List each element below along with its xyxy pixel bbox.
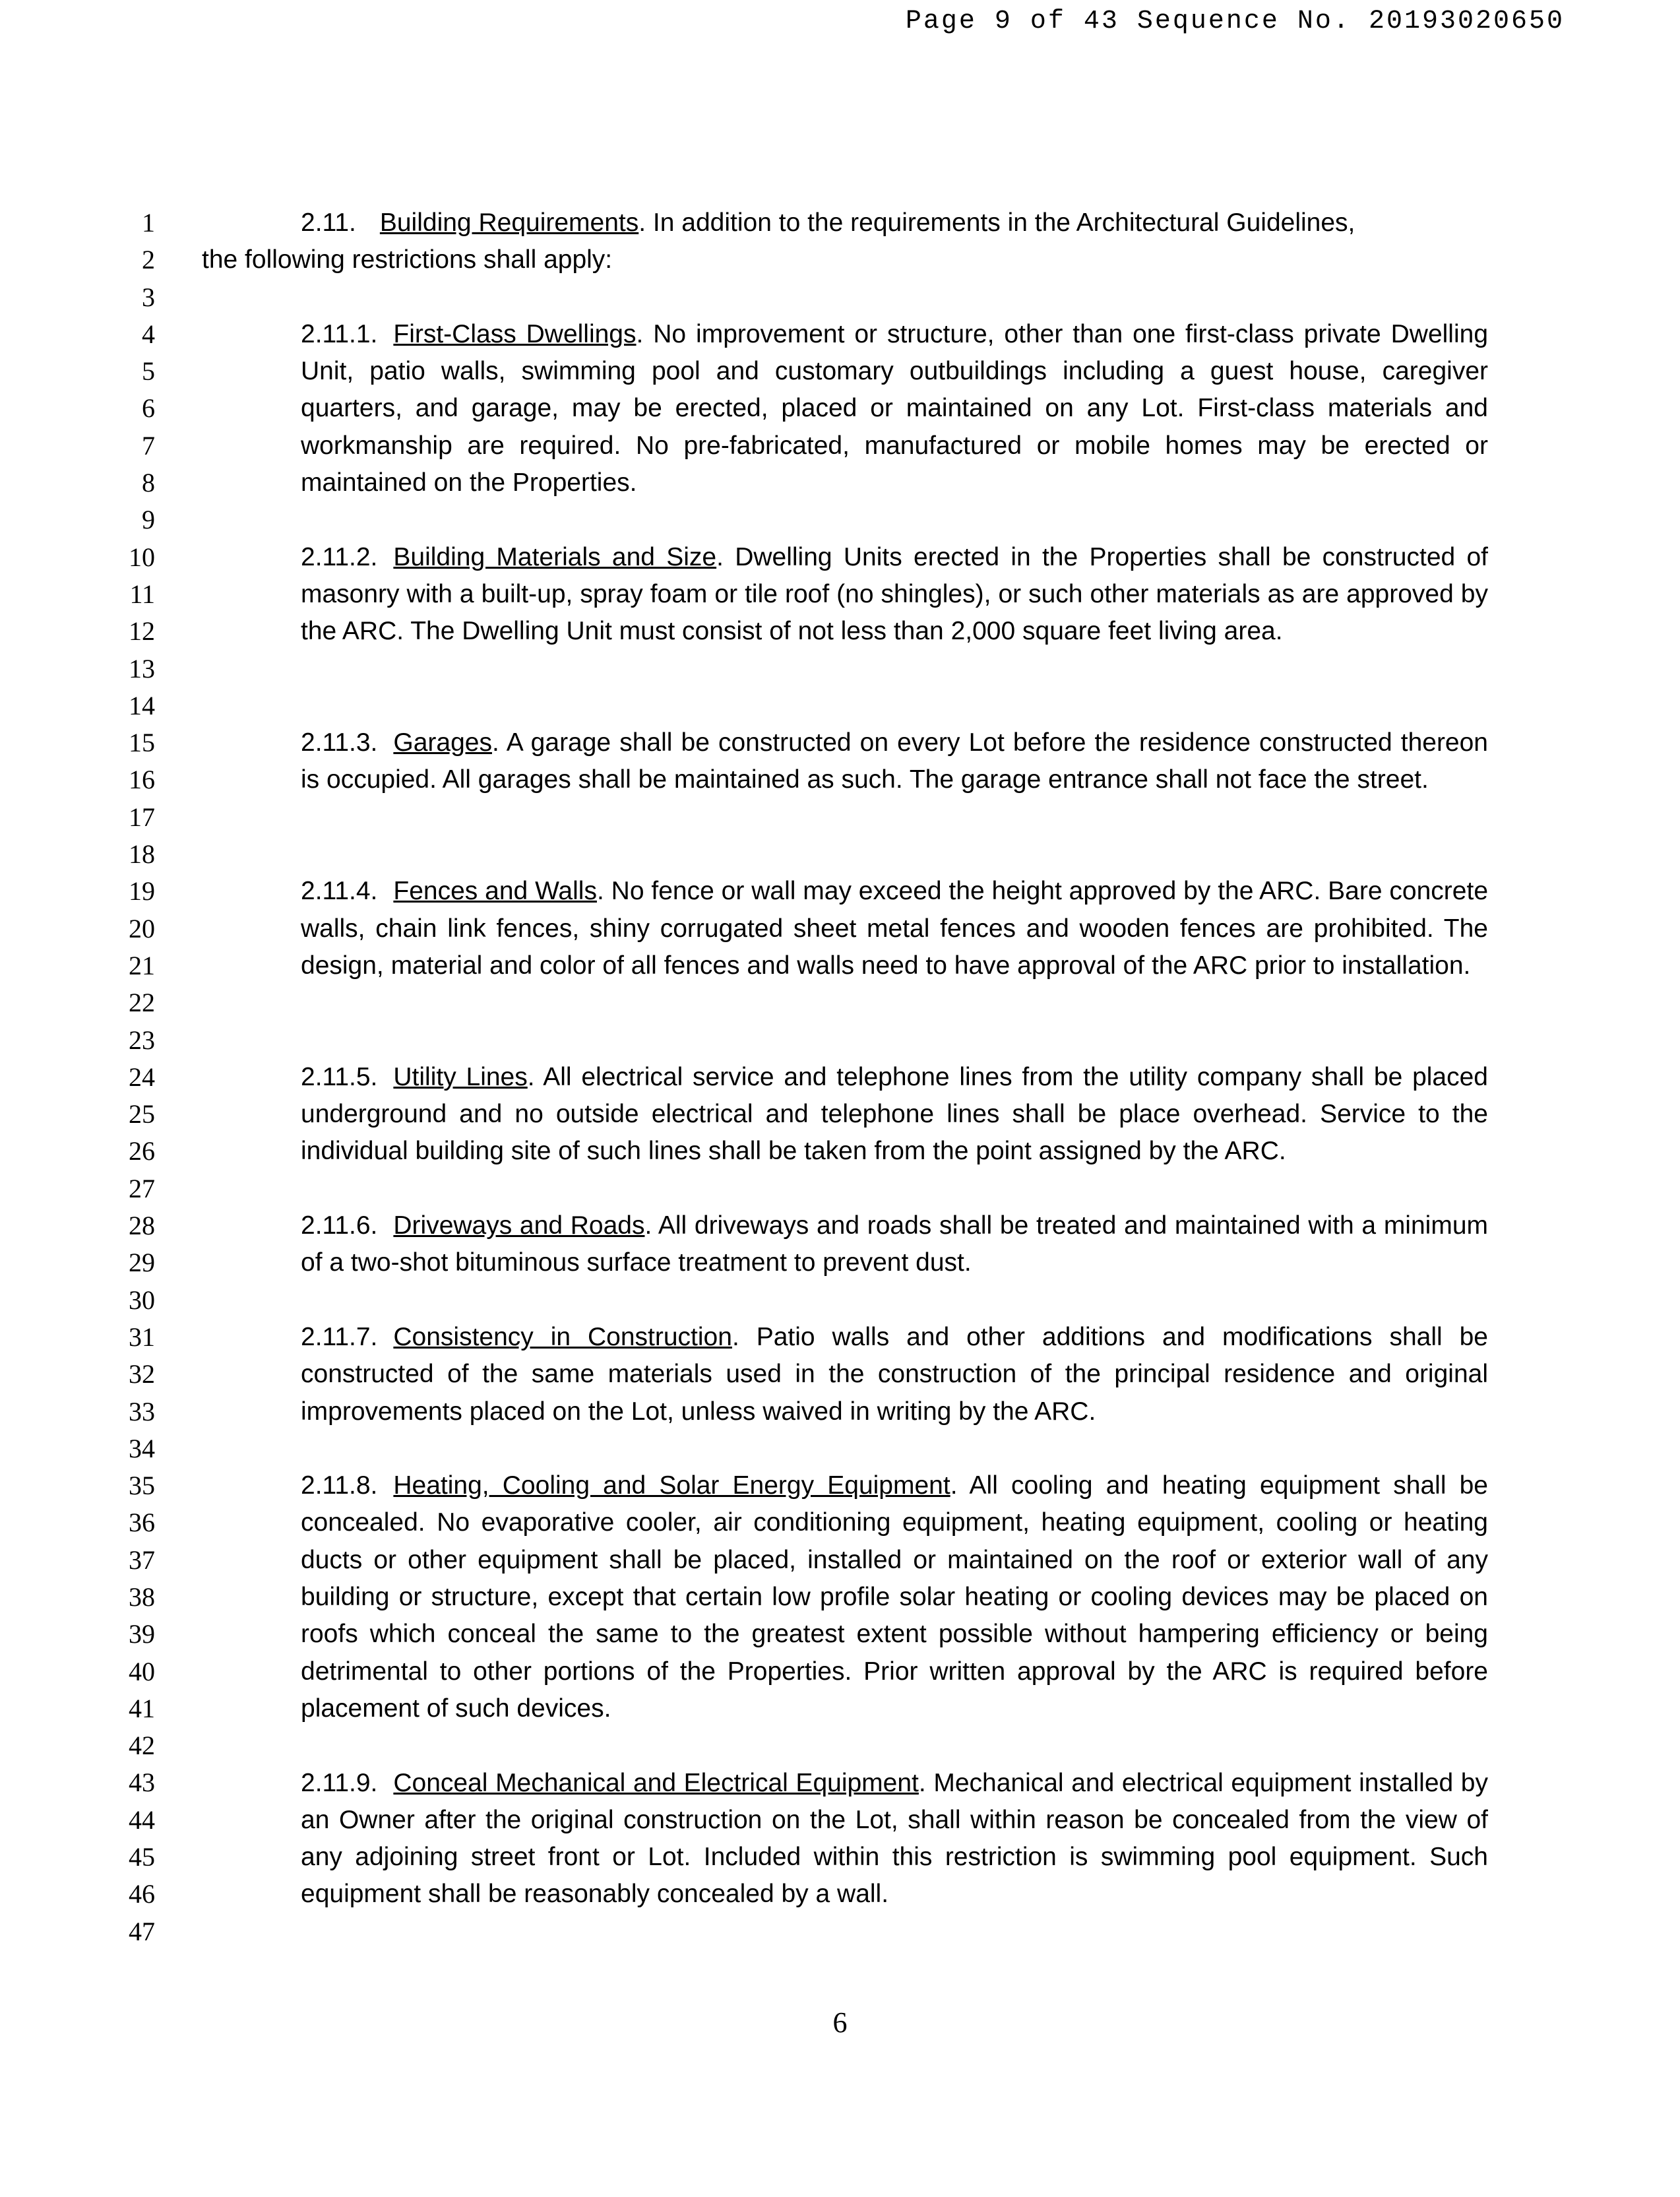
section-text: . All electrical service and telephone lines from the utility company shall be placed underground and no outside electrical and telephone lines shall be place overhead. Service to the individual building site of such lines shall be taken from the point assigned by the ARC.	[301, 1062, 1488, 1166]
line-number: 20	[129, 913, 155, 943]
line-number: 39	[129, 1619, 155, 1649]
intro-line-1	[202, 205, 1488, 241]
section-2-11-1	[202, 316, 1488, 502]
section-title: Building Requirements	[379, 208, 639, 237]
section-2-11-4	[202, 873, 1488, 1021]
line-number: 12	[129, 616, 155, 647]
section-number: 2.11.8.	[301, 1471, 378, 1500]
section-number: 2.11.9.	[301, 1768, 378, 1797]
line-number: 23	[129, 1025, 155, 1055]
section-text: . Dwelling Units erected in the Properties shall be constructed of masonry with a built-up, spray foam or tile roof (no shingles), or such other materials as are approved by the ARC. The Dwelling Unit must consist of not less than 2,000 square feet living area.	[301, 542, 1489, 646]
line-number: 29	[129, 1248, 155, 1278]
section-2-11-6	[202, 1207, 1488, 1282]
line-number: 6	[142, 393, 155, 424]
section-title: Conceal Mechanical and Electrical Equipment	[393, 1768, 919, 1797]
line-number: 46	[129, 1879, 155, 1909]
line-number: 5	[142, 356, 155, 387]
line-number: 15	[129, 728, 155, 758]
line-number: 21	[129, 950, 155, 980]
line-number: 11	[129, 579, 155, 609]
line-number: 19	[129, 876, 155, 907]
line-number: 27	[129, 1173, 155, 1203]
line-number: 42	[129, 1731, 155, 1761]
section-title: Consistency in Construction	[393, 1322, 732, 1351]
page-header: Page 9 of 43 Sequence No. 20193020650	[905, 7, 1565, 36]
line-number: 41	[129, 1693, 155, 1723]
line-number: 32	[129, 1359, 155, 1389]
line-number: 8	[142, 468, 155, 498]
line-number: 26	[129, 1136, 155, 1166]
document-body	[202, 205, 1488, 1913]
section-number: 2.11.3.	[301, 728, 378, 757]
line-number: 14	[129, 690, 155, 720]
line-number: 34	[129, 1433, 155, 1463]
section-2-11-3	[202, 724, 1488, 836]
section-number: 2.11.6.	[301, 1211, 378, 1240]
line-number: 44	[129, 1804, 155, 1835]
line-number: 24	[129, 1062, 155, 1092]
section-text: . No fence or wall may exceed the height approved by the ARC. Bare concrete walls, chain link fences, shiny corrugated sheet metal fences and wooden fences are prohibited. The design, material and color of all fences and walls need to have approval of the ARC prior to installation.	[301, 877, 1489, 980]
line-number: 18	[129, 839, 155, 870]
line-number: 2	[142, 245, 155, 275]
section-text: . All cooling and heating equipment shall be concealed. No evaporative cooler, air conditioning equipment, heating equipment, cooling or heating ducts or other equipment shall be placed, installed or maintained on the roof or exterior wall of any building or structure, except that certain low profile solar heating or cooling devices may be placed on roofs which conceal the same to the greatest extent possible without hampering efficiency or being detrimental to other portions of the Properties. Prior written approval by the ARC is required before placement of such devices.	[301, 1471, 1488, 1723]
section-title: Fences and Walls	[393, 877, 597, 906]
section-title: Garages	[393, 728, 492, 757]
line-number: 1	[142, 208, 155, 238]
line-number: 47	[129, 1916, 155, 1946]
section-number: 2.11.2.	[301, 542, 378, 571]
section-number: 2.11.	[301, 208, 356, 237]
section-number: 2.11.1.	[301, 319, 378, 348]
line-number: 3	[142, 282, 155, 312]
section-2-11-5	[202, 1059, 1488, 1170]
section-number: 2.11.7.	[301, 1322, 378, 1351]
line-number: 25	[129, 1099, 155, 1130]
line-number: 13	[129, 653, 155, 684]
line-number: 22	[129, 988, 155, 1018]
section-text: . Patio walls and other additions and modifications shall be constructed of the same materials used in the construction of the principal residence and original improvements placed on the Lot, unless waived in writing by the ARC.	[301, 1322, 1488, 1426]
section-2-11-7	[202, 1319, 1488, 1430]
line-number: 7	[142, 430, 155, 461]
section-text: . All driveways and roads shall be treated and maintained with a minimum of a two-shot bituminous surface treatment to prevent dust.	[301, 1211, 1488, 1277]
line-number: 40	[129, 1656, 155, 1686]
section-number: 2.11.5.	[301, 1062, 378, 1091]
intro-text: . In addition to the requirements in the Architectural Guidelines,	[638, 208, 1355, 237]
line-number: 33	[129, 1396, 155, 1426]
section-title: Driveways and Roads	[393, 1211, 645, 1240]
line-number: 37	[129, 1544, 155, 1575]
line-numbers	[115, 205, 155, 1950]
section-title: First-Class Dwellings	[393, 319, 637, 348]
section-title: Heating, Cooling and Solar Energy Equipment	[393, 1471, 950, 1500]
section-text: . A garage shall be constructed on every Lot before the residence constructed thereon is occupied. All garages shall be maintained as such. The garage entrance shall not face the street.	[301, 728, 1488, 794]
line-number: 28	[129, 1211, 155, 1241]
line-number: 36	[129, 1508, 155, 1538]
section-2-11-2	[202, 539, 1488, 687]
section-2-11-9	[202, 1765, 1488, 1913]
line-number: 4	[142, 319, 155, 349]
line-number: 45	[129, 1842, 155, 1872]
section-text: . No improvement or structure, other than one first-class private Dwelling Unit, patio walls, swimming pool and customary outbuildings including a guest house, caregiver quarters, and garage, may be erected, placed or maintained on any Lot. First-class materials and workmanship are required. No pre-fabricated, manufactured or mobile homes may be erected or maintained on the Properties.	[301, 319, 1489, 497]
page-number: 6	[832, 2006, 848, 2039]
line-number: 30	[129, 1285, 155, 1315]
section-title: Building Materials and Size	[393, 542, 717, 571]
line-number: 35	[129, 1471, 155, 1501]
line-number: 31	[129, 1321, 155, 1352]
section-2-11-8	[202, 1467, 1488, 1727]
line-number: 9	[142, 505, 155, 535]
line-number: 16	[129, 765, 155, 795]
line-number: 43	[129, 1767, 155, 1798]
section-number: 2.11.4.	[301, 877, 378, 906]
section-text: . Mechanical and electrical equipment installed by an Owner after the original construction on the Lot, shall within reason be concealed from the view of any adjoining street front or Lot. Included within this restriction is swimming pool equipment. Such equipment shall be reasonably concealed by a wall.	[301, 1768, 1488, 1909]
line-number: 38	[129, 1581, 155, 1612]
section-title: Utility Lines	[393, 1062, 528, 1091]
line-number: 10	[129, 542, 155, 572]
line-number: 17	[129, 802, 155, 832]
intro-line-2: the following restrictions shall apply:	[202, 245, 613, 274]
